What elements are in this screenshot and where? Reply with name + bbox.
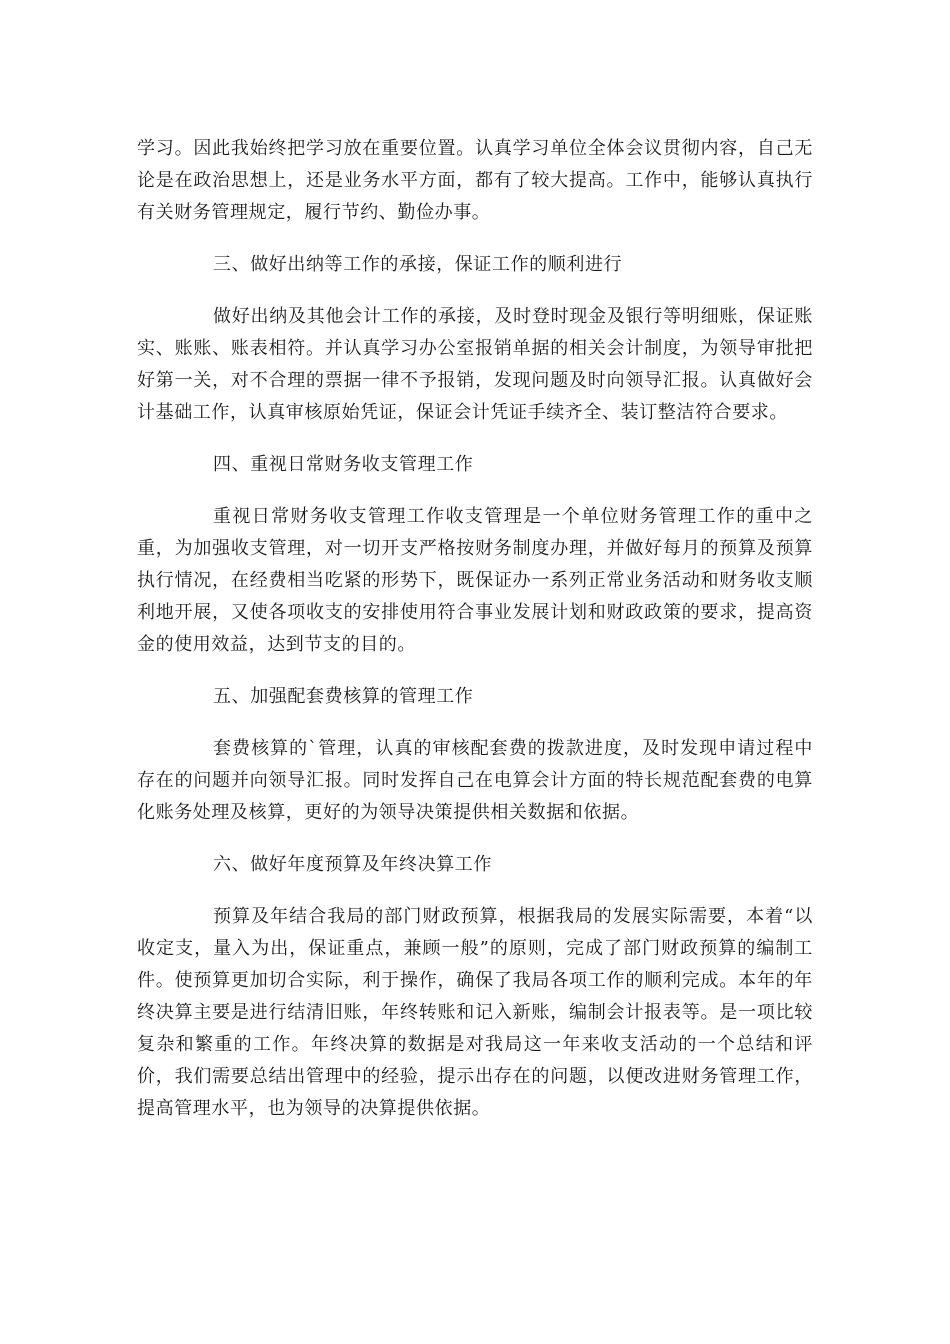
paragraph-section-4: 重视日常财务收支管理工作收支管理是一个单位财务管理工作的重中之重，为加强收支管理，对一切开支严格按财务制度办理，并做好每月的预算及预算执行情况，在经费相当吃紧的形势下，既保证办一系列正常业务活动和财务收支顺利地开展，又使各项收支的安排使用符合事业发展计划和财政政策的要求，提高资金的使用效益，达到节支的目的。 bbox=[137, 506, 813, 655]
paragraph-section-3: 做好出纳及其他会计工作的承接，及时登时现金及银行等明细账，保证账实、账账、账表相符。并认真学习办公室报销单据的相关会计制度，为领导审批把好第一关，对不合理的票据一律不予报销，发现问题及时向领导汇报。认真做好会计基础工作，认真审核原始凭证，保证会计凭证手续齐全、装订整洁符合要求。 bbox=[137, 306, 813, 423]
paragraph-continuation: 学习。因此我始终把学习放在重要位置。认真学习单位全体会议贯彻内容，自己无论是在政治思想上，还是业务水平方面，都有了较大提高。工作中，能够认真执行有关财务管理规定，履行节约、勤俭办事。 bbox=[137, 138, 813, 223]
section-heading-4: 四、重视日常财务收支管理工作 bbox=[213, 454, 474, 475]
section-heading-5: 五、加强配套费核算的管理工作 bbox=[213, 686, 474, 707]
section-heading-3: 三、做好出纳等工作的承接，保证工作的顺利进行 bbox=[213, 254, 623, 275]
paragraph-section-5: 套费核算的`管理，认真的审核配套费的拨款进度，及时发现申请过程中存在的问题并向领导汇报。同时发挥自己在电算会计方面的特长规范配套费的电算化账务处理及核算，更好的为领导决策提供相关数据和依据。 bbox=[137, 738, 813, 823]
section-heading-6: 六、做好年度预算及年终决算工作 bbox=[213, 854, 492, 875]
paragraph-section-6: 预算及年结合我局的部门财政预算，根据我局的发展实际需要，本着“以收定支，量入为出，保证重点，兼顾一般”的原则，完成了部门财政预算的编制工件。使预算更加切合实际，利于操作，确保了我局各项工作的顺利完成。本年的年终决算主要是进行结清旧账，年终转账和记入新账，编制会计报表等。是一项比较复杂和繁重的工作。年终决算的数据是对我局这一年来收支活动的一个总结和评价，我们需要总结出管理中的经验，提示出存在的问题，以便改进财务管理工作，提高管理水平，也为领导的决算提供依据。 bbox=[137, 906, 813, 1119]
document-body bbox=[137, 133, 813, 1145]
